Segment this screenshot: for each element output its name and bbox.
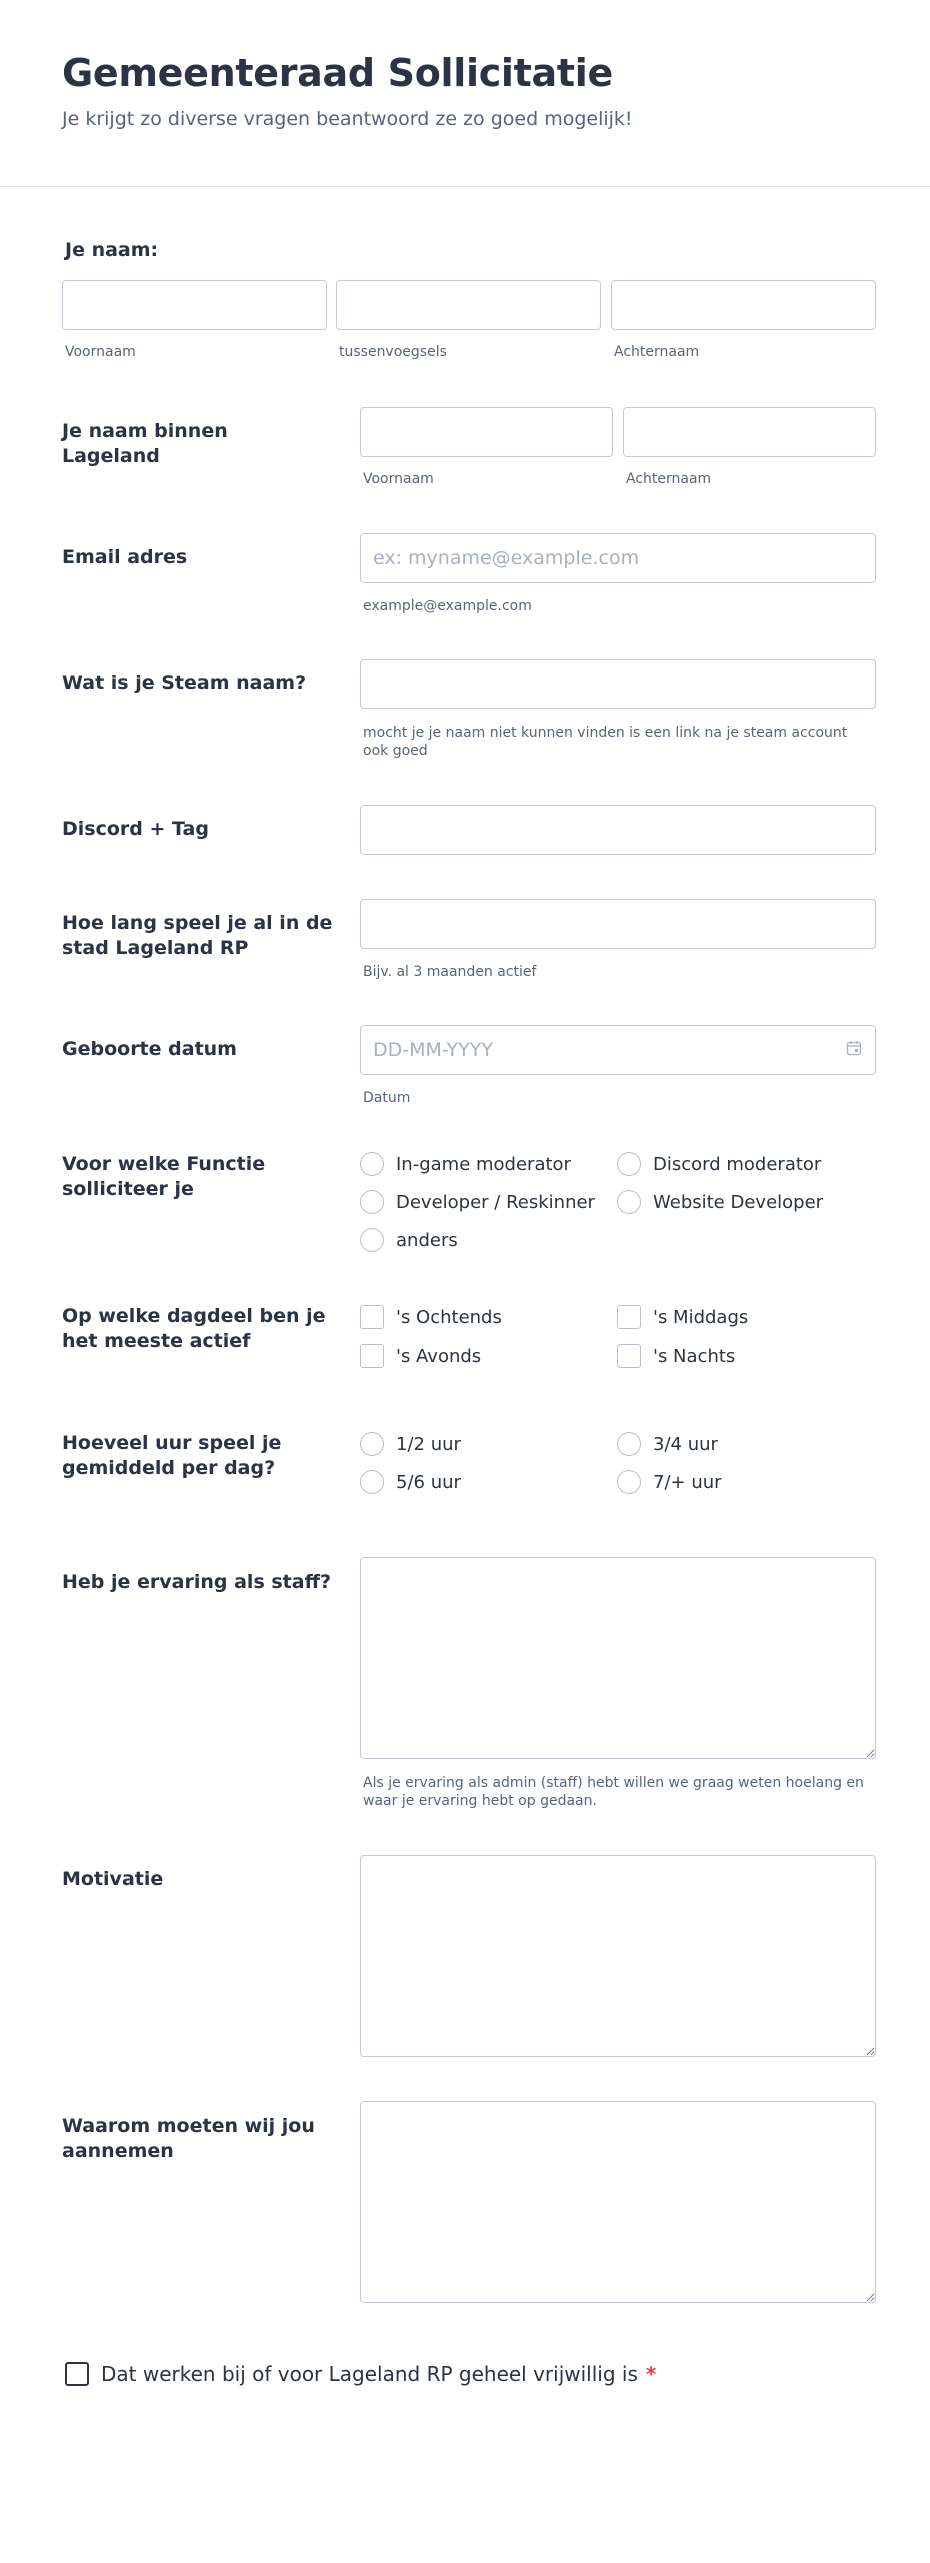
function-option-discord-moderator[interactable]: Discord moderator (617, 1152, 821, 1176)
email-input[interactable] (360, 533, 876, 583)
function-label: Voor welke Functie solliciteer je (62, 1153, 266, 1200)
header-divider (0, 186, 930, 187)
playtime-sublabel: Bijv. al 3 maanden actief (363, 964, 537, 980)
last-name-input[interactable] (611, 280, 876, 330)
form-subtitle: Je krijgt zo diverse vragen beantwoord ze zo goed mogelijk! (62, 108, 633, 130)
name-label: Je naam: (65, 239, 159, 261)
checkbox[interactable] (360, 1344, 384, 1368)
daypart-option-ochtends[interactable]: 's Ochtends (360, 1305, 502, 1329)
daypart-label: Op welke dagdeel ben je het meeste actief (62, 1305, 326, 1352)
radio-button[interactable] (360, 1228, 384, 1252)
first-name-input[interactable] (62, 280, 327, 330)
volunteer-label: Dat werken bij of voor Lageland RP geheel vrijwillig is (101, 2362, 638, 2386)
checkbox[interactable] (360, 1305, 384, 1329)
hours-option-3-4[interactable]: 3/4 uur (617, 1432, 718, 1456)
playtime-input[interactable] (360, 899, 876, 949)
staff-sublabel: Als je ervaring als admin (staff) hebt willen we graag weten hoelang en waar je ervaring hebt op gedaan. (363, 1775, 864, 1809)
playtime-label: Hoe lang speel je al in de stad Lageland RP (62, 912, 333, 959)
first-name-sublabel: Voornaam (65, 344, 136, 360)
motivation-textarea[interactable] (360, 1855, 876, 2057)
checkbox[interactable] (617, 1344, 641, 1368)
checkbox[interactable] (617, 1305, 641, 1329)
radio-button[interactable] (617, 1190, 641, 1214)
discord-label: Discord + Tag (62, 818, 209, 840)
function-option-developer-reskinner[interactable]: Developer / Reskinner (360, 1190, 595, 1214)
staff-label: Heb je ervaring als staff? (62, 1571, 331, 1593)
birthdate-sublabel: Datum (363, 1090, 411, 1106)
lageland-last-name-input[interactable] (623, 407, 876, 457)
volunteer-checkbox[interactable] (65, 2362, 89, 2386)
radio-button[interactable] (360, 1190, 384, 1214)
daypart-option-avonds[interactable]: 's Avonds (360, 1344, 481, 1368)
function-option-anders[interactable]: anders (360, 1228, 458, 1252)
motivation-label: Motivatie (62, 1868, 164, 1890)
birthdate-field (360, 1025, 876, 1075)
radio-button[interactable] (617, 1470, 641, 1494)
lageland-first-name-input[interactable] (360, 407, 613, 457)
required-mark: * (645, 2362, 657, 2386)
last-name-sublabel: Achternaam (614, 344, 700, 360)
function-option-ingame-moderator[interactable]: In-game moderator (360, 1152, 571, 1176)
hire-label: Waarom moeten wij jou aannemen (62, 2115, 315, 2162)
daypart-option-nachts[interactable]: 's Nachts (617, 1344, 735, 1368)
staff-textarea[interactable] (360, 1557, 876, 1759)
steam-sublabel: mocht je je naam niet kunnen vinden is een link na je steam account ook goed (363, 725, 848, 759)
middle-name-sublabel: tussenvoegsels (339, 344, 447, 360)
birthdate-label: Geboorte datum (62, 1038, 237, 1060)
email-sublabel: example@example.com (363, 598, 532, 614)
function-option-website-developer[interactable]: Website Developer (617, 1190, 823, 1214)
radio-button[interactable] (360, 1470, 384, 1494)
hours-option-1-2[interactable]: 1/2 uur (360, 1432, 461, 1456)
form-title: Gemeenteraad Sollicitatie (62, 51, 613, 95)
volunteer-agreement[interactable] (65, 2362, 656, 2386)
discord-input[interactable] (360, 805, 876, 855)
calendar-icon[interactable] (846, 1040, 862, 1056)
radio-button[interactable] (617, 1432, 641, 1456)
steam-input[interactable] (360, 659, 876, 709)
hours-label: Hoeveel uur speel je gemiddeld per dag? (62, 1432, 282, 1479)
daypart-option-middags[interactable]: 's Middags (617, 1305, 748, 1329)
radio-button[interactable] (360, 1432, 384, 1456)
hours-option-5-6[interactable]: 5/6 uur (360, 1470, 461, 1494)
middle-name-input[interactable] (336, 280, 601, 330)
lageland-last-name-sublabel: Achternaam (626, 471, 712, 487)
hire-textarea[interactable] (360, 2101, 876, 2303)
radio-button[interactable] (617, 1152, 641, 1176)
email-label: Email adres (62, 546, 188, 568)
hours-option-7-plus[interactable]: 7/+ uur (617, 1470, 722, 1494)
radio-button[interactable] (360, 1152, 384, 1176)
lageland-name-label: Je naam binnen Lageland (62, 420, 228, 467)
lageland-first-name-sublabel: Voornaam (363, 471, 434, 487)
birthdate-input[interactable] (360, 1025, 876, 1075)
steam-label: Wat is je Steam naam? (62, 672, 307, 694)
